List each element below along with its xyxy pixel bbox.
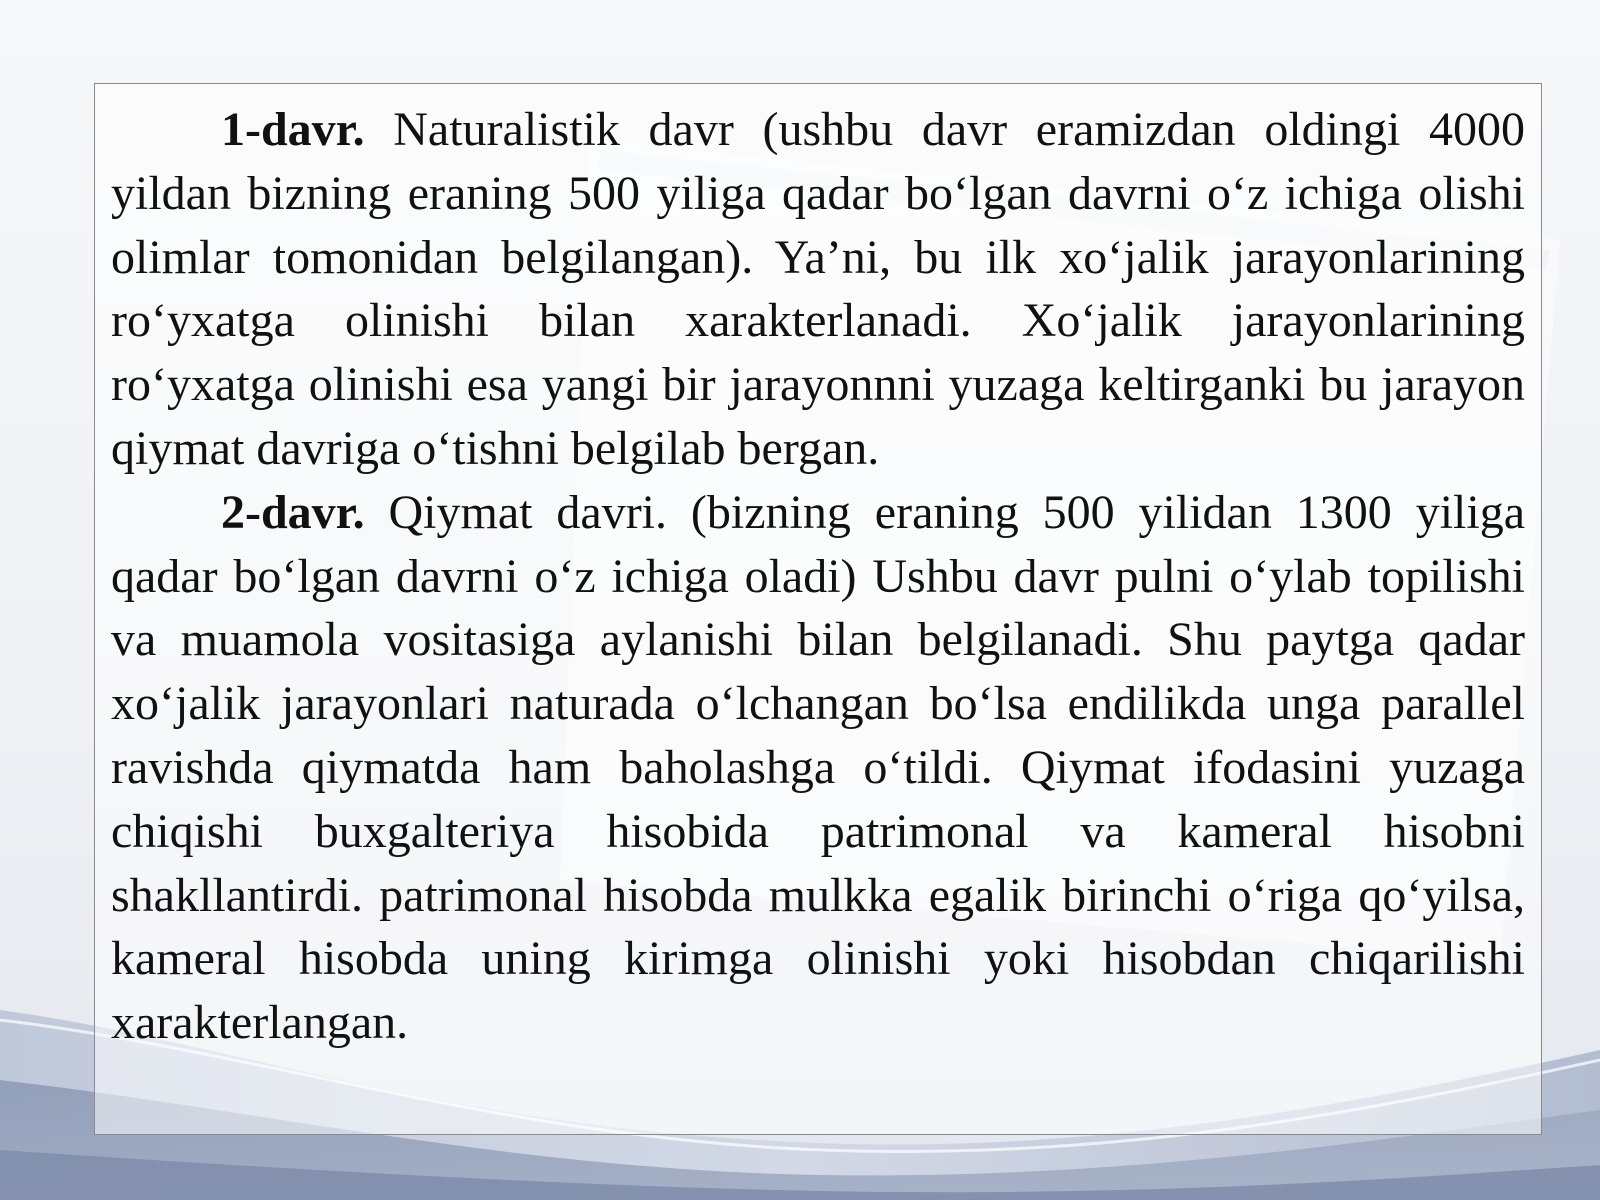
paragraph-lead: 1-davr. <box>221 103 365 156</box>
paragraph-period-2 <box>111 481 1525 1055</box>
paragraph-lead: 2-davr. <box>221 485 365 539</box>
paragraph-body: Qiymat davri. (bizning eraning 500 yilidan 1300 yiliga qadar bo‘lgan davrni o‘z ichiga oladi) Ushbu davr pulni o‘ylab topilishi va muamola vositasiga aylanishi bilan belgilanadi. Shu paytga qadar xo‘jalik jarayonlari naturada o‘lchangan bo‘lsa endilikda unga parallel ravishda qiymatda ham baholashga o‘tildi. Qiymat ifodasini yuzaga chiqishi buxgalteriya hisobida patrimonal va kameral hisobni shakllantirdi. patrimonal hisobda mulkka egalik birinchi o‘riga qo‘yilsa, kameral hisobda uning kirimga olinishi yoki hisobdan chiqarilishi xarakterlangan. <box>111 485 1526 1050</box>
paragraph-period-1 <box>111 98 1525 481</box>
text-frame <box>94 83 1542 1135</box>
paragraph-body: Naturalistik davr (ushbu davr eramizdan oldingi 4000 yildan bizning eraning 500 yiliga qadar bo‘lgan davrni o‘z ichiga olishi olimlar tomonidan belgilangan). Ya’ni, bu ilk xo‘jalik jarayonlarining ro‘yxatga olinishi bilan xarakterlanadi. Xo‘jalik jarayonlarining ro‘yxatga olinishi esa yangi bir jarayonnni yuzaga keltirganki bu jarayon qiymat davriga o‘tishni belgilab bergan. <box>111 103 1525 475</box>
